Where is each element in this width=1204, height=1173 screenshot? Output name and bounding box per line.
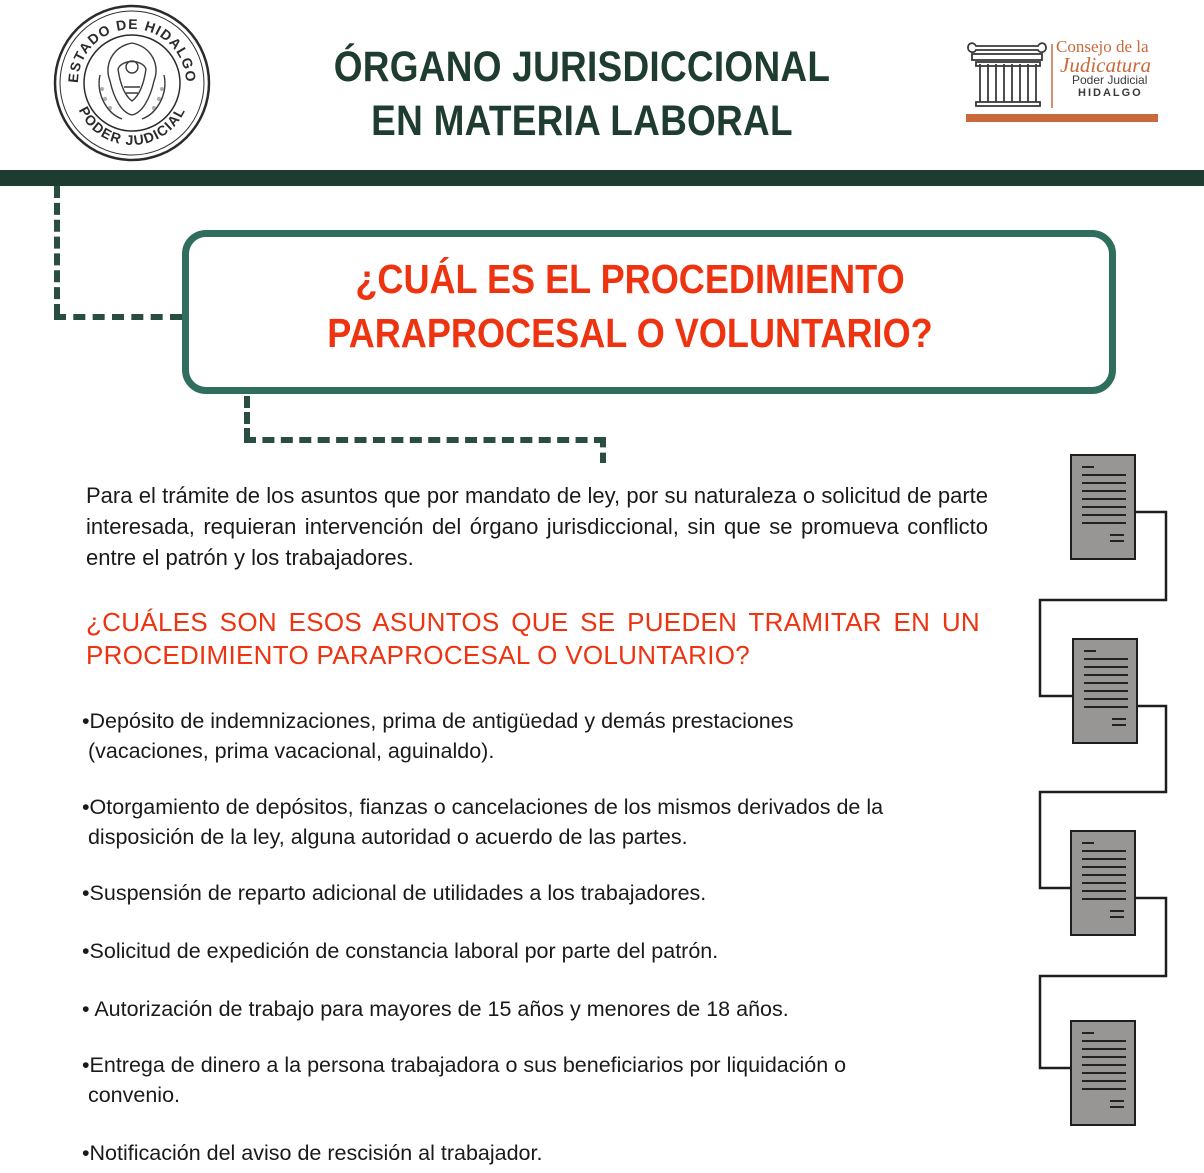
list-item-line: • Autorización de trabajo para mayores de 15 años y menores de 18 años. bbox=[82, 997, 789, 1021]
question-line2: PARAPROCESAL O VOLUNTARIO? bbox=[327, 310, 933, 356]
intro-paragraph: Para el trámite de los asuntos que por mandato de ley, por su naturaleza o solicitud de parte interesada, requieran intervención del órgano jurisdiccional, sin que se promueva conflicto entre el patrón y los trabajadores. bbox=[86, 483, 988, 570]
consejo-logo-text bbox=[1056, 38, 1151, 99]
header-divider-band bbox=[0, 170, 1204, 186]
svg-text:PODER JUDICIAL: PODER JUDICIAL bbox=[75, 103, 189, 149]
list-item-line: (vacaciones, prima vacacional, aguinaldo). bbox=[82, 739, 495, 763]
list-item-line: convenio. bbox=[82, 1083, 181, 1107]
dotted-connector bbox=[600, 437, 606, 463]
list-item bbox=[82, 1138, 1002, 1168]
logo-line-judicatura: Judicatura bbox=[1060, 53, 1151, 77]
svg-text:ESTADO DE HIDALGO: ESTADO DE HIDALGO bbox=[64, 15, 200, 84]
document-icon bbox=[1072, 638, 1138, 744]
list-item-line: •Suspensión de reparto adicional de utilidades a los trabajadores. bbox=[82, 881, 707, 905]
page-title-line2: EN MATERIA LABORAL bbox=[371, 97, 793, 145]
logo-underline-bar bbox=[966, 114, 1158, 122]
list-item-line: •Depósito de indemnizaciones, prima de antigüedad y demás prestaciones bbox=[82, 709, 794, 733]
list-item bbox=[82, 792, 1002, 852]
logo-line-poder: Poder Judicial bbox=[1072, 73, 1148, 87]
page-title-line1: ÓRGANO JURISDICCIONAL bbox=[333, 43, 831, 91]
list-item bbox=[82, 936, 1002, 966]
section-subtitle: ¿CUÁLES SON ESOS ASUNTOS QUE SE PUEDEN TRAMITAR EN UN PROCEDIMIENTO PARAPROCESAL O VOLUNTARIO? bbox=[86, 607, 980, 670]
logo-line-consejo: Consejo de la bbox=[1056, 37, 1149, 56]
logo-line-hidalgo: HIDALGO bbox=[1078, 87, 1143, 99]
list-item-line: •Otorgamiento de depósitos, fianzas o cancelaciones de los mismos derivados de la bbox=[82, 795, 884, 819]
question-line1: ¿CUÁL ES EL PROCEDIMIENTO bbox=[355, 256, 905, 302]
list-item-line: •Entrega de dinero a la persona trabajadora o sus beneficiarios por liquidación o bbox=[82, 1053, 847, 1077]
list-item bbox=[82, 706, 1002, 766]
list-item bbox=[82, 994, 1002, 1024]
court-seal-logo bbox=[52, 3, 212, 163]
page-title bbox=[262, 40, 902, 148]
list-item bbox=[82, 878, 1002, 908]
dotted-connector bbox=[54, 314, 182, 320]
list-item-line: disposición de la ley, alguna autoridad o acuerdo de las partes. bbox=[82, 825, 688, 849]
document-icon bbox=[1070, 1020, 1136, 1126]
document-icon bbox=[1070, 454, 1136, 560]
question-title bbox=[240, 252, 1020, 360]
dotted-connector bbox=[54, 186, 60, 316]
list-item-line: •Notificación del aviso de rescisión al trabajador. bbox=[82, 1141, 543, 1165]
dotted-connector bbox=[244, 437, 606, 443]
document-icon bbox=[1070, 830, 1136, 936]
list-item-line: •Solicitud de expedición de constancia laboral por parte del patrón. bbox=[82, 939, 719, 963]
list-item bbox=[82, 1050, 1002, 1110]
